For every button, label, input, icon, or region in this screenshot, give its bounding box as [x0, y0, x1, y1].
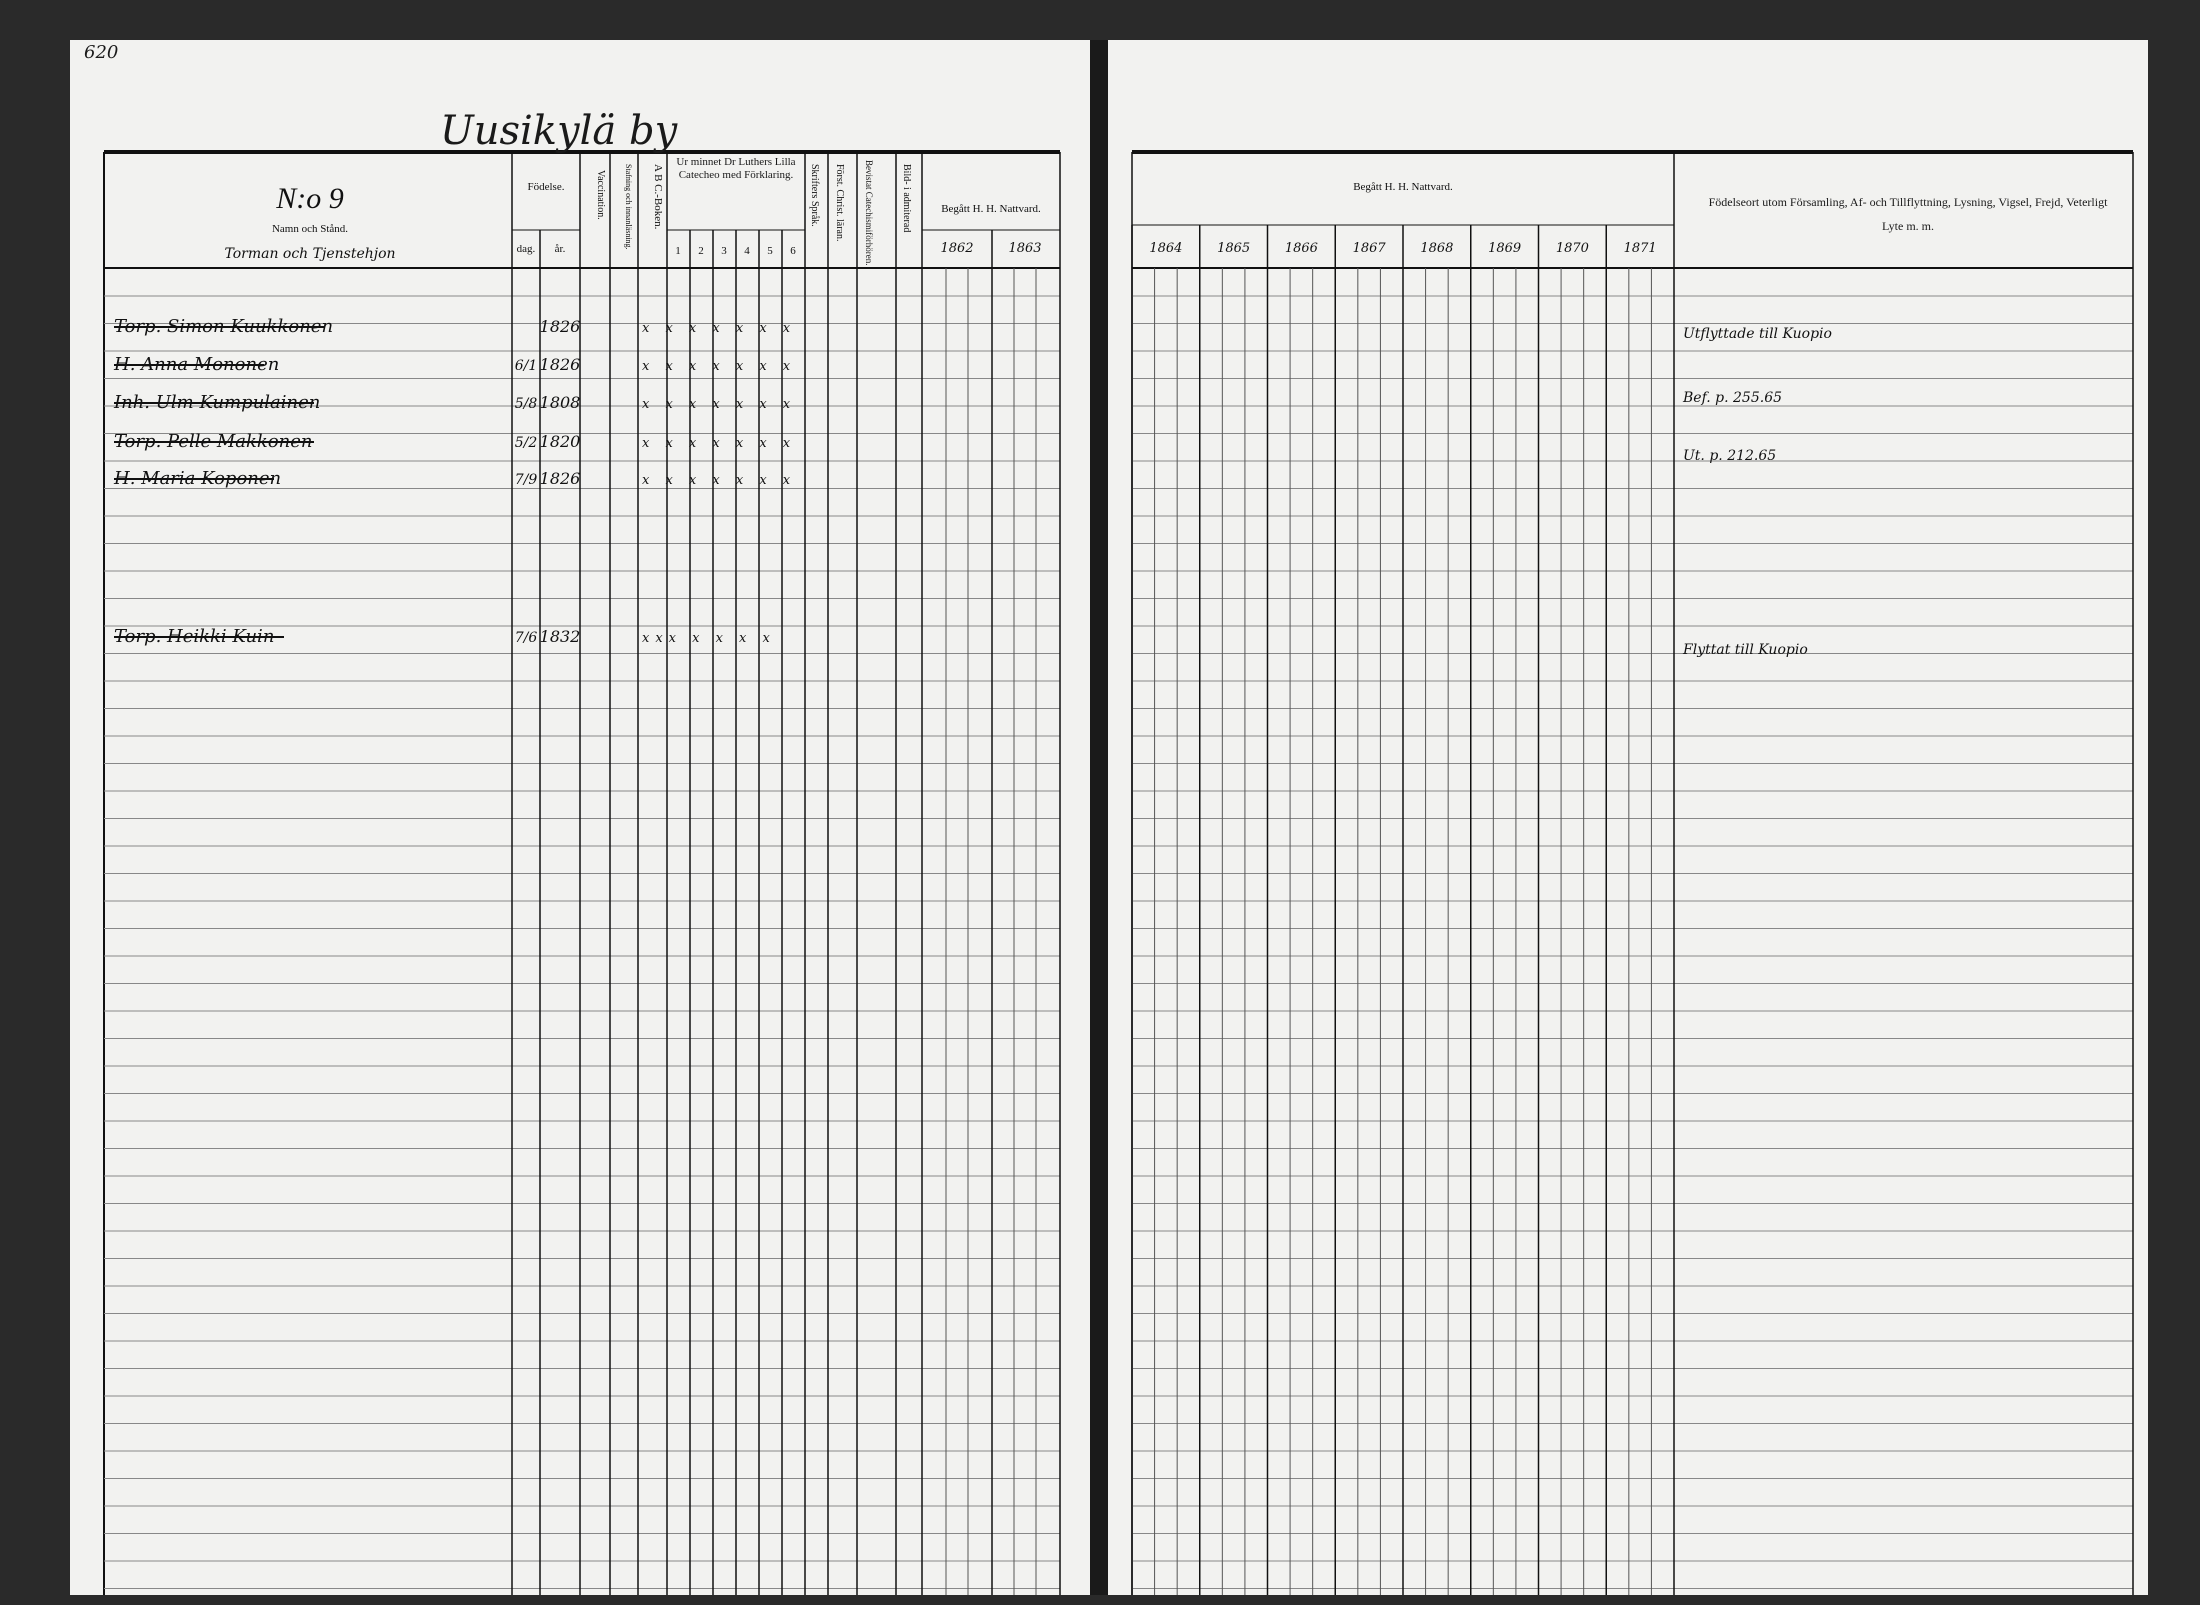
- year-1863: 1863: [1008, 241, 1042, 256]
- entry-day: 5/8: [514, 396, 538, 412]
- entry-name: Torp. Simon Kuukkonen: [114, 316, 334, 337]
- col-header-scripture: Skrifters Språk.: [809, 164, 820, 227]
- table-row: [113, 392, 796, 413]
- year-1862: 1862: [940, 241, 974, 256]
- catechism-1: 1: [675, 245, 681, 257]
- remarks-header: Födelseort utom Församling, Af- och Tillflyttning, Lysning, Vigsel, Frejd, Veterligt Lyte m. m.: [1708, 195, 2108, 233]
- entry-marks: xxx x x x x: [642, 631, 776, 646]
- household-subtitle: Torman och Tjenstehjon: [224, 246, 396, 262]
- entry-name: Torp. Heikki Kuin: [114, 626, 275, 647]
- table-row: [114, 316, 796, 337]
- place-name: Uusikylä by: [440, 108, 678, 154]
- entry-year: 1832: [539, 627, 581, 646]
- remark-entry: Ut. p. 212.65: [1683, 448, 1777, 464]
- catechism-3: 3: [721, 245, 727, 257]
- col-header-admitted: Bild- i admiterad: [901, 164, 912, 233]
- left-page: [70, 40, 1090, 1595]
- col-header-birth: Födelse.: [527, 181, 565, 193]
- entry-year: 1826: [539, 355, 581, 374]
- entry-day: 7/9: [514, 472, 538, 488]
- entry-year: 1826: [539, 469, 581, 488]
- entry-marks: x x x x x x x: [642, 436, 797, 451]
- entry-marks: x x x x x x x: [642, 473, 797, 488]
- entry-year: 1808: [539, 393, 581, 412]
- right-page: [1108, 40, 2148, 1595]
- col-header-examinations: Bevistat Catechismiförhören.: [864, 160, 874, 266]
- year-1867: 1867: [1352, 241, 1386, 256]
- col-header-abc: A B C.-Boken.: [652, 164, 664, 230]
- entry-marks: x x x x x x x: [642, 397, 797, 412]
- entry-year: 1826: [539, 317, 581, 336]
- table-row: [113, 354, 796, 375]
- entry-day: 7/6: [514, 630, 538, 646]
- year-1866: 1866: [1284, 241, 1318, 256]
- book-gutter: [1090, 40, 1108, 1595]
- year-1871: 1871: [1623, 241, 1657, 256]
- entry-day: 6/1: [514, 358, 538, 374]
- col-header-reading: Stafning och innanläsning.: [624, 164, 633, 250]
- year-1869: 1869: [1488, 241, 1522, 256]
- col-header-vaccination: Vaccination.: [595, 170, 606, 220]
- col-header-communion: Begått H. H. Nattvard.: [941, 203, 1041, 215]
- right-ledger-grid: [1108, 40, 2148, 1595]
- left-ledger-grid: [70, 40, 1090, 1595]
- col-header-year: år.: [554, 243, 566, 255]
- catechism-2: 2: [698, 245, 704, 257]
- col-header-christian: Först. Christ. läran.: [834, 164, 845, 242]
- table-row: [114, 431, 796, 452]
- year-1865: 1865: [1217, 241, 1251, 256]
- remark-entry: Bef. p. 255.65: [1683, 390, 1783, 406]
- entry-name: H. Anna Mononen: [114, 354, 280, 375]
- entry-day: 5/2: [514, 435, 538, 451]
- table-row: [113, 468, 796, 489]
- household-number: N:o 9: [276, 182, 344, 215]
- catechism-4: 4: [744, 245, 750, 257]
- right-col-header-communion: Begått H. H. Nattvard.: [1353, 181, 1453, 193]
- entry-year: 1820: [539, 432, 581, 451]
- remark-entry: Flyttat till Kuopio: [1683, 642, 1808, 658]
- entry-marks: x x x x x x x: [642, 321, 797, 336]
- table-row: [114, 626, 776, 647]
- year-1864: 1864: [1149, 241, 1183, 256]
- entry-name: Torp. Pelle Makkonen: [114, 431, 313, 452]
- entry-name: Inh. Ulm Kumpulainen: [114, 392, 321, 413]
- year-1868: 1868: [1420, 241, 1454, 256]
- col-header-name: Namn och Stånd.: [271, 223, 349, 235]
- col-header-catechism: Ur minnet Dr Luthers Lilla Catecheo med Förklaring.: [676, 156, 796, 181]
- entry-marks: x x x x x x x: [642, 359, 797, 374]
- col-header-day: dag.: [516, 243, 536, 255]
- folio-number: 620: [84, 42, 119, 63]
- entry-name: H. Maria Koponen: [114, 468, 282, 489]
- remark-entry: Utflyttade till Kuopio: [1683, 326, 1832, 342]
- catechism-5: 5: [767, 245, 773, 257]
- year-1870: 1870: [1555, 241, 1589, 256]
- catechism-6: 6: [790, 245, 796, 257]
